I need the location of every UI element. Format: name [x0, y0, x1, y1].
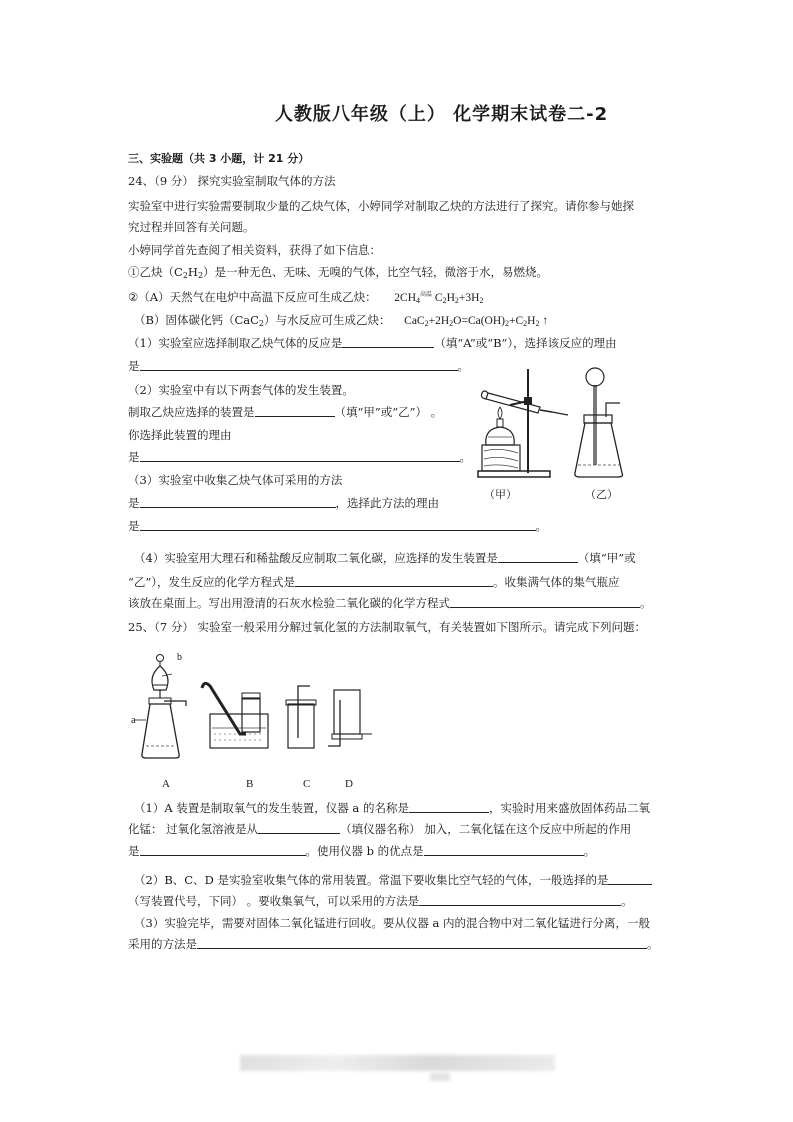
- page-title: 人教版八年级（上） 化学期末试卷二-2: [274, 104, 609, 125]
- figure-label-jia: （甲）: [484, 489, 517, 501]
- answer-blank[interactable]: [424, 844, 584, 856]
- answer-blank[interactable]: [140, 496, 336, 508]
- label-a: a: [131, 715, 136, 726]
- q24-intro-line2: 究过程并回答有关问题。: [128, 220, 255, 234]
- q24-sub4-line2: “乙”），发生反应的化学方程式是 。收集满气体的集气瓶应: [128, 575, 620, 589]
- apparatus-label-c: C: [303, 778, 311, 790]
- q25-sub2: （2）B、C、D 是实验室收集气体的常用装置。常温下要收集比空气轻的气体，一般选择的是: [134, 873, 652, 887]
- label-b: b: [177, 652, 182, 663]
- q24-intro-line3: 小婷同学首先查阅了相关资料，获得了如下信息：: [128, 243, 381, 257]
- answer-blank[interactable]: [140, 519, 536, 531]
- q25-sub1: （1）A 装置是制取氧气的发生装置，仪器 a 的名称是 ，实验时用来盛放固体药品二氧: [134, 801, 650, 815]
- equation-b: $CaC_2+2H_2O=Ca(OH)_2+C_2H_2$ ↑: [404, 315, 549, 328]
- answer-blank[interactable]: [450, 596, 640, 608]
- q24-info2: ②（A）天然气在电炉中高温下反应可生成乙炔： $2CH_4^{高温}$ $C_2H_2+3H_2$: [128, 290, 484, 305]
- q24-sub2-line3: 你选择此装置的理由: [128, 428, 232, 442]
- q24-sub1-line2: 是 。: [128, 359, 469, 373]
- q25-sub3-line2: 采用的方法是 。: [128, 937, 659, 951]
- equation-a: $2CH_4^{高温}$ $C_2H_2+3H_2$: [394, 292, 484, 305]
- apparatus-label-a: A: [162, 778, 170, 790]
- q24-sub2-line2: 制取乙炔应选择的装置是 （填“甲”或“乙”） 。: [128, 405, 443, 419]
- q24-sub3: （3）实验室中收集乙炔气体可采用的方法: [128, 473, 343, 487]
- q25-sub1-line3: 是 。使用仪器 b 的优点是 。: [128, 844, 596, 858]
- q24-info1: ①乙炔$(C_2H_2)$是一种无色、无味、无嗅的气体，比空气轻，微溶于水，易燃烧。: [128, 265, 549, 280]
- answer-blank[interactable]: [197, 937, 647, 949]
- blurred-footer-mark: [430, 1073, 450, 1081]
- q24-intro-line1: 实验室中进行实验需要制取少量的乙炔气体，小婷同学对制取乙炔的方法进行了探究。请你参与她探: [128, 199, 634, 213]
- answer-blank[interactable]: [140, 359, 458, 371]
- q24-sub4: （4）实验室用大理石和稀盐酸反应制取二氧化碳，应选择的发生装置是 （填“甲”或: [134, 551, 636, 565]
- answer-blank[interactable]: [140, 844, 306, 856]
- answer-blank[interactable]: [498, 551, 578, 563]
- apparatus-label-b: B: [246, 778, 254, 790]
- q25-sub3: （3）实验完毕，需要对固体二氧化锰进行回收。要从仪器 a 内的混合物中对二氧化锰进行分离，一般: [134, 916, 650, 930]
- blurred-footer-watermark: [240, 1055, 555, 1071]
- q24-info3: （B）固体碳化钙（CaC$_2$）与水反应可生成乙炔： $CaC_2+2H_2O=Ca(OH)_2+C_2H_2$ ↑: [134, 313, 549, 328]
- apparatus-label-d: D: [345, 778, 353, 790]
- figure-label-yi: （乙）: [585, 489, 618, 501]
- answer-blank[interactable]: [258, 822, 340, 834]
- answer-blank[interactable]: [409, 801, 489, 813]
- answer-blank[interactable]: [140, 450, 460, 462]
- answer-blank[interactable]: [255, 405, 335, 417]
- q24-sub1: （1）实验室应选择制取乙炔气体的反应是 （填“A”或“B”），选择该反应的理由: [128, 336, 617, 350]
- q25-heading: 25、（7 分） 实验室一般采用分解过氧化氢的方法制取氧气，有关装置如下图所示。请完成下列问题：: [128, 620, 647, 634]
- q24-sub4-line3: 该放在桌面上。写出用澄清的石灰水检验二氧化碳的化学方程式 。: [128, 596, 652, 610]
- section-heading: 三、实验题（共 3 小题，计 21 分）: [128, 152, 310, 165]
- q24-sub3-line3: 是 。: [128, 519, 547, 533]
- q24-heading: 24、（9 分） 探究实验室制取气体的方法: [128, 174, 336, 188]
- answer-blank[interactable]: [419, 894, 621, 906]
- q24-sub2: （2）实验室中有以下两套气体的发生装置。: [128, 383, 354, 397]
- answer-blank[interactable]: [608, 873, 652, 885]
- apparatus-abcd-figure: [128, 648, 378, 768]
- q24-sub3-line2: 是 ，选择此方法的理由: [128, 496, 439, 510]
- apparatus-jia-yi-figure: [470, 365, 640, 505]
- q25-sub1-line2: 化锰： 过氧化氢溶液是从 （填仪器名称） 加入，二氧化锰在这个反应中所起的作用: [128, 822, 632, 836]
- answer-blank[interactable]: [295, 575, 493, 587]
- answer-blank[interactable]: [342, 336, 434, 348]
- q25-sub2-line2: （写装置代号，下同） 。要收集氧气，可以采用的方法是 。: [128, 894, 633, 908]
- q24-sub2-line4: 是 。: [128, 450, 471, 464]
